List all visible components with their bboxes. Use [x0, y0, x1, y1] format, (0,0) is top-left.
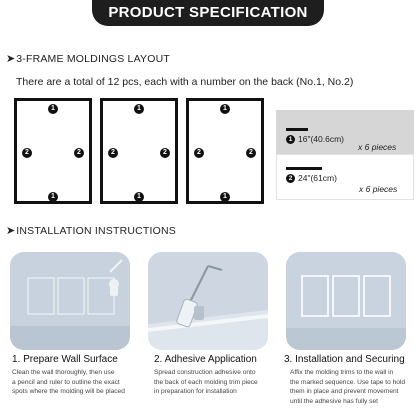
step-3-line: Affix the molding trims to the wall in — [290, 369, 394, 376]
marker-bottom: 1 — [134, 192, 144, 202]
step-1-line: a pencil and ruler to outline the exact — [12, 378, 120, 386]
step-2-line: in preparation for installation — [154, 388, 237, 396]
layout-section-title — [6, 52, 170, 65]
marker-top: 1 — [134, 104, 144, 114]
step-1-description — [12, 368, 138, 397]
layout-description: There are a total of 12 pcs, each with a number on the back (No.1, No.2) — [16, 76, 354, 88]
step-3-illustration — [286, 252, 406, 350]
marker-bottom: 1 — [48, 192, 58, 202]
legend-item-1 — [276, 110, 414, 154]
marker-right: 2 — [246, 148, 256, 158]
adhesive-gun-illustration — [148, 252, 268, 350]
step-3-title: 3. Installation and Securing — [284, 354, 405, 365]
step-3-line: the marked sequence. Use tape to hold — [290, 378, 406, 386]
step-1-line: Clean the wall thoroughly, then use — [12, 369, 115, 376]
install-section-title-text: INSTALLATION INSTRUCTIONS — [16, 224, 177, 237]
legend-qty-2: x 6 pieces — [359, 184, 398, 194]
marker-1: 1 — [286, 135, 295, 144]
step-1-title: 1. Prepare Wall Surface — [12, 354, 118, 365]
marker-left: 2 — [194, 148, 204, 158]
step-2-illustration — [148, 252, 268, 350]
page-title: PRODUCT SPECIFICATION — [92, 0, 324, 26]
marker-top: 1 — [48, 104, 58, 114]
step-1-line: spots where the molding will be placed — [12, 388, 125, 396]
marker-right: 2 — [160, 148, 170, 158]
molding-16-line — [286, 128, 308, 131]
frame-1 — [14, 98, 92, 204]
marker-2: 2 — [286, 174, 295, 183]
arrow-icon: ➤ — [6, 53, 14, 65]
legend-size-1 — [286, 134, 344, 144]
install-section-title — [6, 224, 176, 237]
step-2-line: the back of each molding trim piece — [154, 378, 258, 386]
size-legend — [276, 110, 414, 200]
molding-24-line — [286, 167, 322, 170]
marker-top: 1 — [220, 104, 230, 114]
step-2-line: Spread construction adhesive onto — [154, 369, 256, 376]
step-2-title: 2. Adhesive Application — [154, 354, 257, 365]
step-3-line: them in place and prevent movement — [290, 388, 399, 396]
legend-size-2 — [286, 173, 337, 183]
legend-size-2-text: 24"(61cm) — [298, 173, 337, 183]
marker-left: 2 — [108, 148, 118, 158]
marker-right: 2 — [74, 148, 84, 158]
frame-3 — [186, 98, 264, 204]
wall-outline-illustration — [10, 252, 130, 350]
marker-bottom: 1 — [220, 192, 230, 202]
legend-size-1-text: 16"(40.6cm) — [298, 134, 345, 144]
legend-qty-1: x 6 pieces — [358, 142, 397, 152]
marker-left: 2 — [22, 148, 32, 158]
step-3-line: until the adhesive has fully set — [290, 397, 378, 405]
legend-item-2 — [276, 154, 414, 200]
installed-moldings-illustration — [286, 252, 406, 350]
arrow-icon: ➤ — [6, 225, 14, 237]
step-3-description — [290, 368, 416, 406]
header — [0, 0, 416, 26]
frame-2 — [100, 98, 178, 204]
step-1-illustration — [10, 252, 130, 350]
layout-section-title-text: 3-FRAME MOLDINGS LAYOUT — [16, 52, 170, 65]
step-2-description — [154, 368, 280, 397]
